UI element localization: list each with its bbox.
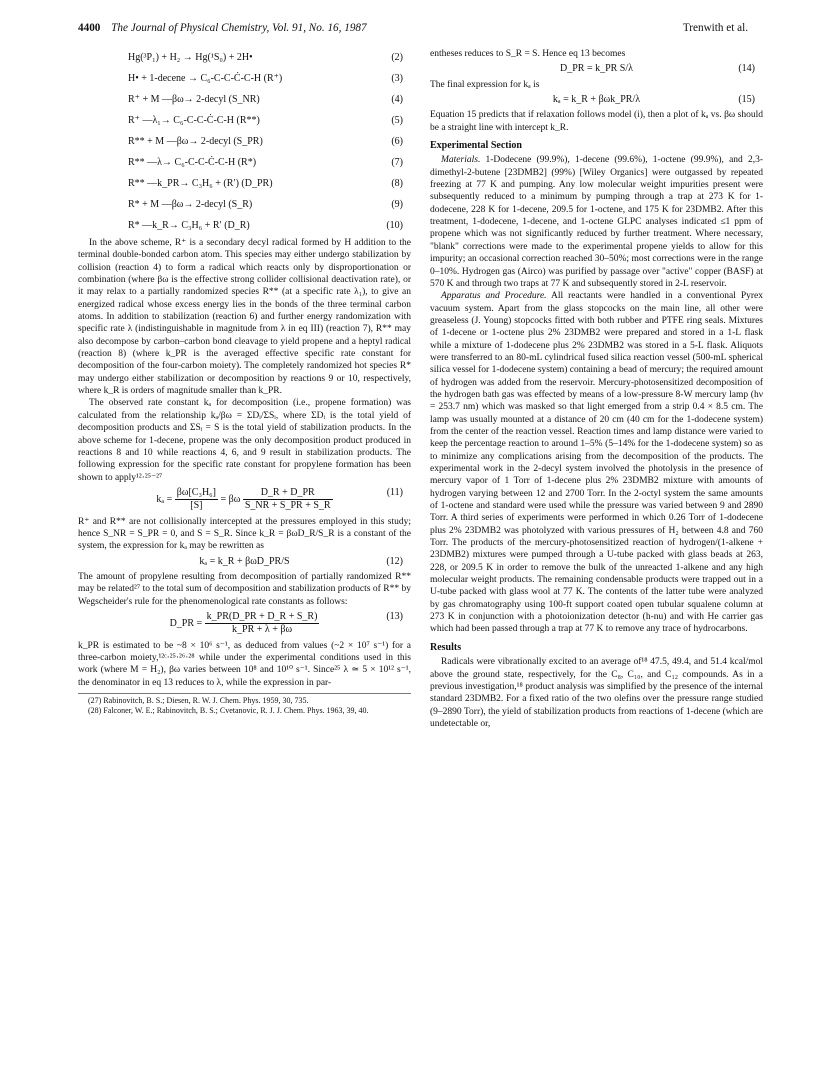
running-authors: Trenwith et al. (682, 22, 748, 34)
paragraph: R⁺ and R** are not collisionally intercepted at the pressures employed in this study; hence S_NR = S_PR = 0, and S = S_R. Since k_R = βωD_R/S_R is a constant of the system, the expression for kₐ may be rewritten as (78, 516, 411, 552)
equation-2: Hg(³P₁) + H₂ → Hg(¹S₀) + 2H• (2) (128, 52, 403, 63)
footnotes (78, 693, 411, 716)
paragraph: The amount of propylene resulting from decomposition of partially randomized R** may be related²⁷ to the total sum of decomposition and stabilization products of R** by Wegscheider's rule for the phenomenological rate constants as follows: (78, 571, 411, 607)
paragraph: The observed rate constant kₐ for decomposition (i.e., propene formation) was calculated from the relationship kₐ/βω = ΣDᵢ/ΣSᵢ, where ΣDᵢ is the total yield of decomposition products and ΣSᵢ = S is the total yield of stabilization products. In the above scheme for 1-decene, propene was the only decomposition product produced in reactions 8 and 10 while reactions 4, 6, and 9 result in stabilization products. The following expression for the specific rate constant for propylene formation has been shown to apply¹²·²⁵⁻²⁷ (78, 398, 411, 483)
paragraph: The final expression for kₐ is (430, 79, 540, 90)
equation-6: R** + M —βω→ 2-decyl (S_PR) (6) (128, 136, 403, 147)
equation-7: R** —λ→ C₆-C-C-Ċ-C-H (R*) (7) (128, 157, 403, 168)
paragraph-apparatus: Apparatus and Procedure. All reactants were handled in a conventional Pyrex vacuum system. Apart from the glass stopcocks on the main line, all other were greaseless (J. Young) stopcocks fitted with both rubber and PTFE ring seals. Mixtures of 1-decene or 1-octene plus 2% 23DMB2 were prepared and stored in a 1-L flask while a mixture of 1-dodecene plus 2% 23DMB2 was stored in a 5-L flask. Aliquots were transferred to an 80-mL cylindrical fused silica reaction vessel (500-mL spherical silica vessel for 1-dodecene system) containing a bead of mercury; the required amount of hydrogen was added from the reservoir. Mercury-photosensitized decomposition of the hydrogen bath gas was effected by means of a low-pressure 8-W mercury lamp (hν = 253.7 nm) which was masked so that light emerged from a strip 0.4 × 8.5 cm. The lamp was usually mounted at a distance of 20 cm (40 cm for the 1-dodecene system) from the center of the reaction vessel. Reaction times and lamp distance were varied to keep the percentage reaction to around 1–5% (5–14% for the 1-dodecene system) so as to minimize any complications arising from the decomposition of the products. The experimental work in the 2-decyl system involved the photolysis in the presence of mercury vapor of 1 Torr of 1-decene plus 2% 23DMB2 mixture with amounts of hydrogen varying between 12 and 2700 Torr. In the 2-octyl system the same amounts of 1-octene and standard were used while the pressure was varied between 9 and 2890 Torr. A third series of experiments were performed in which 0.26 Torr of 1-dodecene plus 2% 23DMB2 was photolyzed with various pressures of H₂ between 4.8 and 760 Torr. The products of the mercury-photosensitized reaction of hydrogen/(1-alkene + 23DMB2) mixtures were pumped through a U-tube packed with glass beads at 263, 228, or 209.5 K in order to remove the bulk of the unreacted 1-alkene and any high molecular weight products. The remaining condensable products were trapped out in a U-tube packed with glass wool at 77 K. The contents of the latter tube were analyzed by gas chromatography using 100-ft support coated open tubular squalene column at 273 K in conjunction with a photoionization detector (h-nu) and with He carrier gas which had been passed through a trap at 77 K to remove any trace of hydrocarbons. (430, 291, 763, 635)
paragraph-results: Radicals were vibrationally excited to an average of¹⁸ 47.5, 49.4, and 51.4 kcal/mol above the ground state, respectively, for the C₈, C₁₀, and C₁₂ compounds. As in a previous investigation,¹⁸ product analysis was simplified by the presence of the internal standard 23DMB2. For a fixed ratio of the two olefins over the pressure range studied (9–2890 Torr), the yield of stabilization products from reactions of 1-decene (which are undetectable or, (430, 657, 763, 729)
page-number: 4400 (78, 22, 101, 34)
paragraph: In the above scheme, R⁺ is a secondary decyl radical formed by H addition to the terminal double-bonded carbon atom. This species may either undergo stabilization by collision (reaction 4) to form a radical which reacts only by disproportionation or combination (where βω is the effective strong collider collisional deactivation rate), or it may relax to a partially randomized species R** (at a specific rate λ₁), to give an energized radical whose excess energy lies in the bonds of the three terminal carbon atoms. In addition to stabilization (reaction 6) and further energy randomization with specific rate λ (indistinguishable in magnitude from λ in eq III) (reaction 7), R** may also decompose by carbon–carbon bond cleavage to yield propene and a heptyl radical (reaction 8) (where k_PR is the averaged effective specific rate constant for decomposition of the four-carbon moiety). The completely randomized hot species R* may undergo either stabilization or decomposition by reactions 9 or 10, respectively, where k_R is orders of magnitude smaller than k_PR. (78, 238, 411, 397)
equation-4: R⁺ + M —βω→ 2-decyl (S_NR) (4) (128, 94, 403, 105)
equation-15: kₐ = k_R + βωk_PR/λ (15) (552, 94, 755, 106)
paragraph: Equation 15 predicts that if relaxation follows model (i), then a plot of kₐ vs. βω should be a straight line with intercept k_R. (430, 110, 763, 133)
equation-9: R* + M —βω→ 2-decyl (S_R) (9) (128, 199, 403, 210)
equation-10: R* —k_R→ C₃H₆ + R′ (D_R) (10) (128, 220, 403, 231)
equation-14: D_PR = k_PR S/λ (14) (559, 63, 755, 75)
paragraph-materials: Materials. 1-Dodecene (99.9%), 1-decene (99.6%), 1-octene (99.9%), and 2,3-dimethyl-2-butene [23DMB2] (99%) [Wiley Organics] were outgassed by repeated freezing at 77 K and pumping. Any low molecular weight impurities present were subsequently reduced to a minimum by pumping through a trap at 273 K for 1-dodecene, 228 K for 1-decene, 209.5 for 1-octene, and 175 K for 23DMB2. After this treatment, 1-dodecene, 1-decene, and 1-octene GLPC analyses indicated ≤1 ppm of propene which was not significantly reduced by further treatment. Where necessary, "blank" corrections were made to the experimental propene yields to allow for this impurity; an occasional correction reached 30–50%; most corrections were in the range 0–10%. Hydrogen gas (Airco) was purified by passage over "active" copper (BASF) at 570 K and through two traps at 77 K and subsequently stored in 2-L reservoir. (430, 155, 763, 289)
left-column (78, 48, 411, 716)
paragraph: entheses reduces to S_R = S. Hence eq 13 becomes (430, 49, 626, 59)
footnote-27: (27) Rabinovitch, B. S.; Diesen, R. W. J. Chem. Phys. 1959, 30, 735. (88, 696, 309, 706)
footnote-28: (28) Falconer, W. E.; Rabinovitch, B. S.; Cvetanovic, R. J. J. Chem. Phys. 1963, 39, 40. (88, 706, 369, 716)
equation-13: D_PR = $\frac{k\_PR(D\_PR + D\_R + S\_R)}{k\_PR + \lambda + \beta\omega}$ (13) (169, 610, 403, 636)
section-heading-results: Results (430, 641, 462, 653)
equation-12: kₐ = k_R + βωD_PR/S (12) (199, 555, 403, 567)
equation-11: kₐ = $\frac{\text{βω[C₃H₆]}}{[S]}$ = βω $\frac{D\_R + D\_PR}{S\_NR + S\_PR + S\_R}$ (11) (156, 486, 403, 512)
section-heading-experimental: Experimental Section (430, 140, 522, 152)
paragraph: k_PR is estimated to be ~8 × 10⁶ s⁻¹, as deduced from values (~2 × 10⁷ s⁻¹) for a three-carbon moiety,¹²ᶜ·²⁵·²⁶·²⁸ while under the experimental conditions used in this work (where M = H₂), βω varies between 10⁸ and 10¹⁰ s⁻¹. Since²⁵ λ ≃ 5 × 10¹² s⁻¹, the denominator in eq 13 reduces to λ, while the expression in par- (78, 640, 411, 688)
page-header (78, 22, 748, 38)
equation-8: R** —k_PR→ C₃H₆ + (R′) (D_PR) (8) (128, 178, 403, 189)
equation-3: H• + 1-decene → C₆-C-C-Ċ-C-H (R⁺) (3) (128, 73, 403, 84)
journal-title: The Journal of Physical Chemistry, Vol. 91, No. 16, 1987 (111, 22, 367, 34)
reaction-scheme (78, 48, 411, 237)
right-column (430, 48, 763, 730)
equation-5: R⁺ —λ₁→ C₆-C-C-Ċ-C-H (R**) (5) (128, 115, 403, 126)
